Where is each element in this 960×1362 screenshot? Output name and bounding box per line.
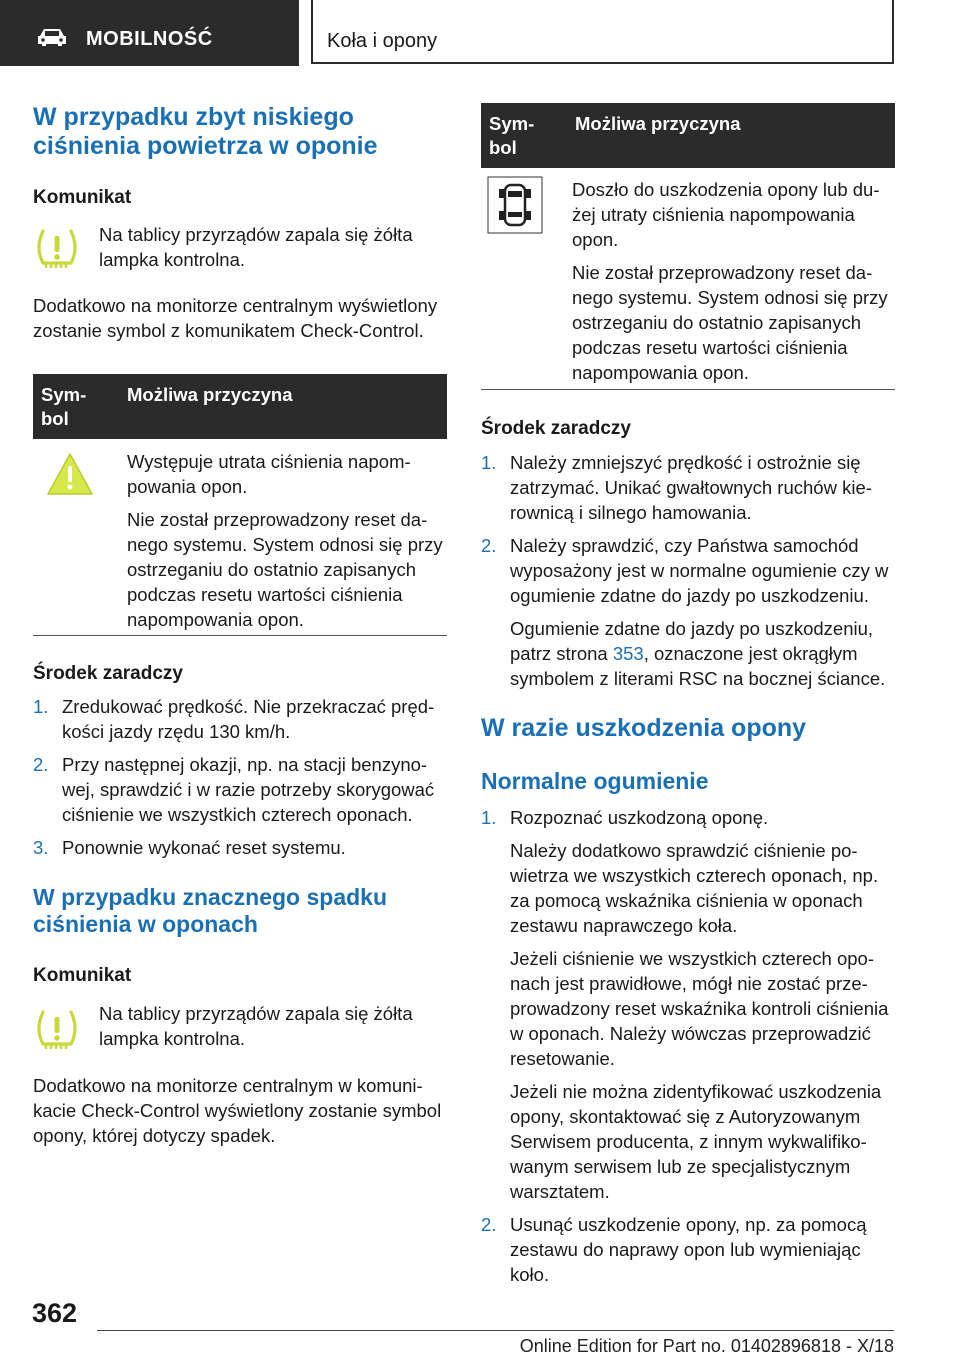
sub-text: , oznaczone jest okrągłym symbolem z literami RSC na bocznej ściance. (510, 643, 886, 689)
step-text: Zredukować prędkość. Nie przekraczać prędkości jazdy rzędu 130 km/h. (62, 696, 435, 742)
section-tab[interactable] (0, 0, 299, 66)
step-number: 1. (481, 807, 497, 828)
heading-tire-damage: W razie uszkodzenia opony (481, 714, 807, 742)
step-number: 1. (33, 696, 49, 717)
list-item (33, 752, 447, 827)
remedy-steps-2 (481, 450, 895, 699)
list-item (33, 694, 447, 744)
warning-triangle-icon (45, 451, 95, 497)
tire-pressure-warning-icon (33, 226, 81, 272)
message-label: Komunikat (33, 187, 132, 208)
info-paragraph: Dodatkowo na monitorze centralnym wyświetlony zostanie symbol z komunikatem Check-Control. (33, 295, 438, 341)
table-bottom-rule (33, 635, 447, 636)
step-text: Ponownie wykonać reset systemu. (62, 837, 346, 858)
remedy-label: Środek zaradczy (33, 663, 183, 684)
step-number: 2. (33, 754, 49, 775)
normal-tires-steps (481, 805, 895, 1295)
list-item (481, 1212, 895, 1287)
step-text: Rozpoznać uszkodzoną oponę. (510, 807, 769, 828)
remedy-steps (33, 694, 447, 868)
table-cause-b: Nie został przeprowadzony reset danego systemu. System odnosi się przy ostrzeganiu do ostatnio zapisanych podczas resetu wartości ciśnienia napompowania opon. (127, 509, 443, 630)
tire-damage-car-icon (487, 176, 543, 234)
step-number: 2. (481, 535, 497, 556)
chapter-title: Koła i opony (327, 30, 438, 52)
table-col-symbol: Sym- bol (41, 384, 87, 429)
message-text-2: Na tablicy przyrządów zapala się żółta lampka kontrolna. (99, 1003, 413, 1049)
step-subparagraph: Należy dodatkowo sprawdzić ciśnienie powietrza we wszystkich czterech oponach, np. za pomocą wskaźnika ciśnienia w oponach zestawu naprawczego koła. (510, 840, 879, 936)
sub-text: Ogumienie zdatne do jazdy po uszkodzeniu, patrz strona (510, 618, 874, 664)
message-row (33, 222, 447, 282)
step-number: 1. (481, 452, 497, 473)
table-col-symbol: Sym- bol (489, 113, 535, 158)
tire-pressure-warning-icon (33, 1007, 81, 1053)
table-col-cause: Możliwa przyczyna (127, 384, 293, 405)
table-header (33, 374, 447, 439)
step-text: Przy następnej okazji, np. na stacji benzynowej, sprawdzić i w razie potrzeby skorygować ciśnienie we wszystkich czterech oponach. (62, 754, 435, 825)
section-title: MOBILNOŚĆ (86, 28, 213, 50)
table-col-cause: Możliwa przyczyna (575, 113, 741, 134)
list-item (33, 835, 447, 860)
message-text: Na tablicy przyrządów zapala się żółta lampka kontrolna. (99, 224, 413, 270)
step-subparagraph: Jeżeli ciśnienie we wszystkich czterech oponach jest prawidłowe, mógł nie zostać przeprowadzony reset wskaźnika kontroli ciśnienia w oponach. Należy wówczas przeprowadzić resetowanie. (510, 948, 889, 1069)
car-icon (36, 27, 68, 47)
table-cause-a: Doszło do uszkodzenia opony lub dużej utraty ciśnienia napompowania opon. (572, 179, 880, 250)
message-label-2: Komunikat (33, 965, 132, 986)
heading-low-pressure: W przypadku zbyt niskiego ciśnienia powietrza w oponie (33, 103, 378, 160)
table-cause-a: Występuje utrata ciśnienia napompowania opon. (127, 451, 411, 497)
step-text: Należy sprawdzić, czy Państwa samochód wyposażony jest w normalne ogumienie czy w ogumienie zdatne do jazdy po uszkodzeniu. (510, 535, 889, 606)
page-link[interactable]: 353 (612, 643, 644, 664)
list-item (481, 805, 895, 1204)
step-number: 3. (33, 837, 49, 858)
step-subparagraph (510, 616, 895, 691)
step-number: 2. (481, 1214, 497, 1235)
message-row-2 (33, 1001, 447, 1061)
list-item (481, 533, 895, 691)
table-cause-b: Nie został przeprowadzony reset danego systemu. System odnosi się przy ostrzeganiu do ostatnio zapisanych podczas resetu wartości ciśnienia napompowania opon. (572, 262, 888, 383)
table-bottom-rule (481, 389, 895, 390)
step-subparagraph: Jeżeli nie można zidentyfikować uszkodzenia opony, skontaktować się z Autoryzowanym Serwisem producenta, z innym wykwalifikowanym serwisem lub ze specjalistycznym warsztatem. (510, 1081, 882, 1202)
heading-normal-tires: Normalne ogumienie (481, 768, 709, 794)
step-text: Usunąć uszkodzenie opony, np. za pomocą zestawu do naprawy opon lub wymieniając koło. (510, 1214, 867, 1285)
remedy-label-2: Środek zaradczy (481, 418, 631, 439)
heading-significant-drop: W przypadku znacznego spadku ciśnienia w oponach (33, 884, 387, 937)
page-number: 362 (32, 1298, 78, 1328)
step-text: Należy zmniejszyć prędkość i ostrożnie się zatrzymać. Unikać gwałtownych ruchów kierownicą i silnego hamowania. (510, 452, 872, 523)
chapter-tab[interactable] (311, 0, 894, 64)
list-item (481, 450, 895, 525)
footer-rule (97, 1330, 894, 1331)
table-header-2 (481, 103, 895, 168)
info-paragraph-2: Dodatkowo na monitorze centralnym w komunikacie Check-Control wyświetlony zostanie symbol opony, której dotyczy spadek. (33, 1075, 442, 1146)
footer-edition: Online Edition for Part no. 01402896818 - X/18 (519, 1336, 894, 1356)
